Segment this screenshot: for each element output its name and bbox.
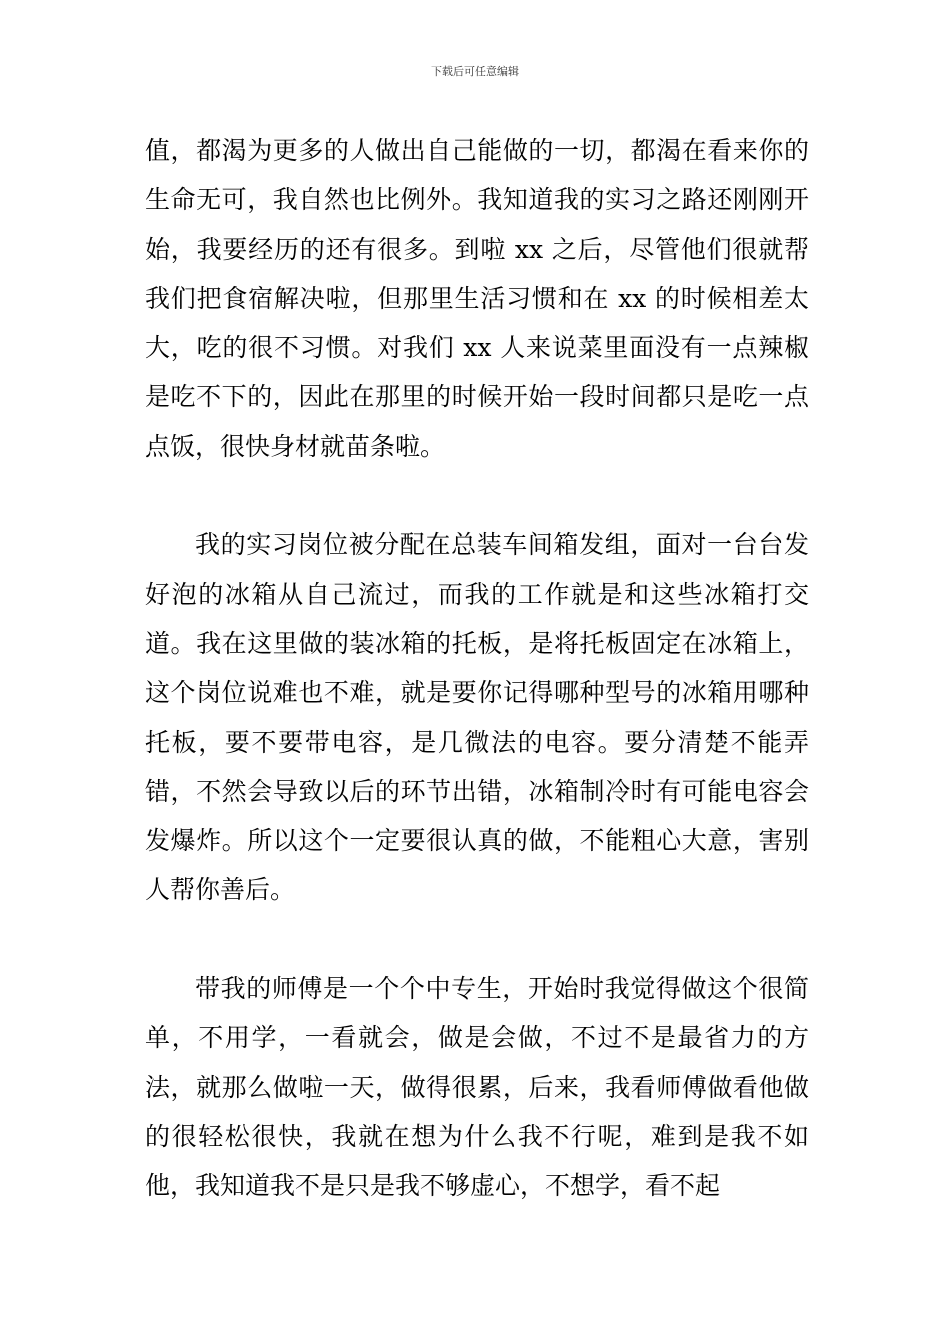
- paragraph-2: 我的实习岗位被分配在总装车间箱发组，面对一台台发好泡的冰箱从自己流过，而我的工作就是和这些冰箱打交道。我在这里做的装冰箱的托板，是将托板固定在冰箱上，这个岗位说难也不难，就是要你记得哪种型号的冰箱用哪种托板，要不要带电容，是几微法的电容。要分清楚不能弄错，不然会导致以后的环节出错，冰箱制冷时有可能电容会发爆炸。所以这个一定要很认真的做，不能粗心大意，害别人帮你善后。: [145, 530, 809, 905]
- page-header-caption: 下载后可任意编辑: [431, 65, 519, 78]
- paragraph-3: 带我的师傅是一个个中专生，开始时我觉得做这个很简单，不用学，一看就会，做是会做，不过不是最省力的方法，就那么做啦一天，做得很累，后来，我看师傅做看他做的很轻松很快，我就在想为什么我不行呢，难到是我不如他，我知道我不是只是我不够虚心，不想学，看不起: [145, 974, 809, 1201]
- paragraph-1: 值，都渴为更多的人做出自己能做的一切，都渴在看来你的生命无可，我自然也比例外。我知道我的实习之路还刚刚开始，我要经历的还有很多。到啦 xx 之后，尽管他们很就帮我们把食宿解决啦，但那里生活习惯和在 xx 的时候相差太大，吃的很不习惯。对我们 xx 人来说菜里面没有一点辣椒是吃不下的，因此在那里的时候开始一段时间都只是吃一点点饭，很快身材就苗条啦。: [145, 136, 809, 461]
- document-body: [145, 126, 809, 1211]
